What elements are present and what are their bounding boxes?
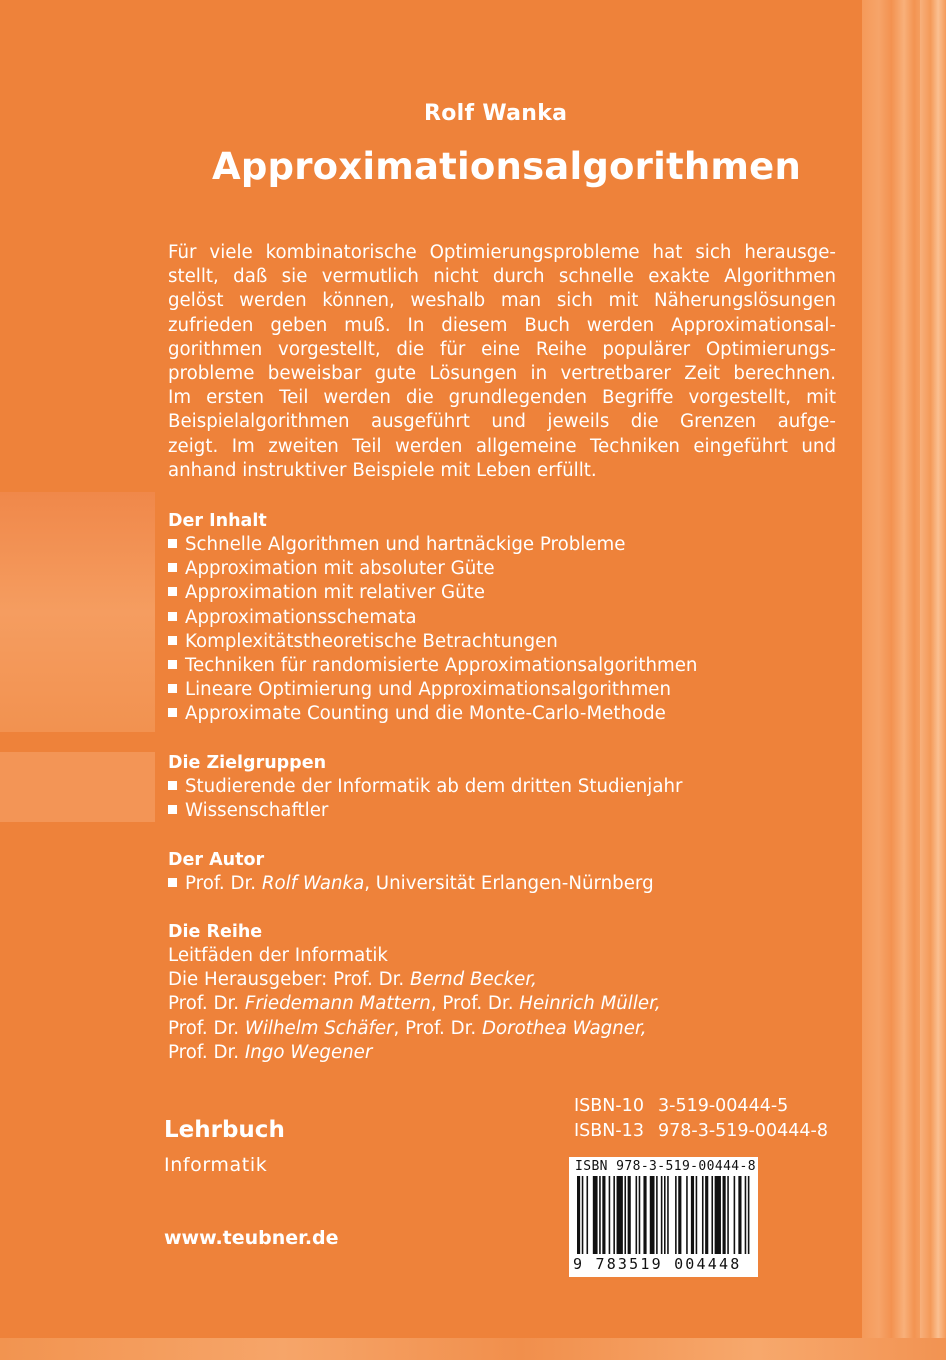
subject-label: Informatik <box>164 1154 268 1176</box>
list-item: Wissenschaftler <box>168 799 848 823</box>
section-reihe <box>168 920 848 1065</box>
isbn10-line: ISBN-10 3-519-00444-5 <box>574 1096 789 1116</box>
editors-line: Prof. Dr. Ingo Wegener <box>168 1041 373 1063</box>
square-bullet-icon <box>168 612 177 621</box>
square-bullet-icon <box>168 878 177 887</box>
barcode-bar <box>715 1176 721 1254</box>
barcode-isbn-text: ISBN 978-3-519-00444-8 <box>575 1159 756 1174</box>
inhalt-list <box>168 533 848 727</box>
section-autor <box>168 848 848 896</box>
decorative-bottom-strip <box>0 1338 946 1360</box>
square-bullet-icon <box>168 563 177 572</box>
book-title: Approximationsalgorithmen <box>212 145 801 188</box>
decorative-band-left-lower <box>0 752 155 822</box>
autor-list <box>168 872 848 896</box>
barcode-bar <box>650 1176 655 1254</box>
decorative-stripe-edge <box>920 0 946 1360</box>
barcode-bar <box>656 1176 658 1254</box>
list-item: Studierende der Informatik ab dem dritten Studienjahr <box>168 775 848 799</box>
square-bullet-icon <box>168 660 177 669</box>
list-item: Approximationsschemata <box>168 606 848 630</box>
square-bullet-icon <box>168 805 177 814</box>
barcode-bar <box>664 1176 666 1254</box>
list-item: Lineare Optimierung und Approximationsalgorithmen <box>168 678 848 702</box>
blurb-line: zeigt. Im zweiten Teil werden allgemeine Techniken eingeführt und <box>168 435 836 457</box>
barcode <box>569 1157 758 1277</box>
editors-line: Die Herausgeber: Prof. Dr. Bernd Becker, <box>168 969 537 991</box>
barcode-bar <box>639 1176 641 1254</box>
blurb-line: gelöst werden können, weshalb man sich mit Näherungslösungen <box>168 290 836 312</box>
decorative-band-left <box>0 492 155 732</box>
barcode-bar <box>586 1176 588 1254</box>
square-bullet-icon <box>168 708 177 717</box>
list-item: Approximation mit relativer Güte <box>168 581 848 605</box>
barcode-bar <box>734 1176 736 1254</box>
zielgruppen-list <box>168 775 848 823</box>
section-heading: Die Reihe <box>168 922 263 942</box>
list-item: Approximation mit absoluter Güte <box>168 557 848 581</box>
barcode-bar <box>686 1176 688 1254</box>
section-zielgruppen <box>168 751 848 823</box>
list-item: Approximate Counting und die Monte-Carlo-Methode <box>168 702 848 726</box>
square-bullet-icon <box>168 684 177 693</box>
isbn13-line: ISBN-13 978-3-519-00444-8 <box>574 1121 829 1141</box>
publisher-url: www.teubner.de <box>164 1227 339 1249</box>
barcode-bar <box>675 1176 677 1254</box>
author-name-italic: Rolf Wanka <box>261 873 365 894</box>
barcode-bar <box>678 1176 681 1254</box>
list-item: Prof. Dr. Rolf Wanka, Universität Erlangen-Nürnberg <box>168 872 848 896</box>
barcode-bar <box>723 1176 726 1254</box>
blurb-line: anhand instruktiver Beispiele mit Leben erfüllt. <box>168 459 597 481</box>
barcode-bar <box>667 1176 669 1254</box>
barcode-bar <box>643 1176 646 1254</box>
category-label: Lehrbuch <box>164 1117 285 1143</box>
barcode-bar <box>748 1176 750 1254</box>
barcode-digits: 9 783519 004448 <box>573 1255 742 1273</box>
barcode-bar <box>593 1176 598 1254</box>
blurb-line: Für viele kombinatorische Optimierungsprobleme hat sich herausge- <box>168 242 836 263</box>
barcode-bar <box>624 1176 626 1254</box>
square-bullet-icon <box>168 781 177 790</box>
series-name: Leitfäden der Informatik <box>168 945 388 966</box>
section-inhalt <box>168 509 848 727</box>
blurb-text <box>168 241 836 483</box>
barcode-bar <box>636 1176 638 1254</box>
barcode-bar <box>577 1176 580 1254</box>
square-bullet-icon <box>168 587 177 596</box>
barcode-bar <box>599 1176 601 1254</box>
editors-line: Prof. Dr. Friedemann Mattern, Prof. Dr. Heinrich Müller, <box>168 993 661 1015</box>
barcode-bar <box>691 1176 694 1254</box>
blurb-line: gorithmen vorgestellt, die für eine Reihe populärer Optimierungs- <box>168 338 836 360</box>
square-bullet-icon <box>168 539 177 548</box>
section-heading: Der Autor <box>168 850 265 870</box>
section-heading: Der Inhalt <box>168 511 267 531</box>
list-item: Schnelle Algorithmen und hartnäckige Probleme <box>168 533 848 557</box>
blurb-line: zufrieden geben muß. In diesem Buch werden Approximationsal- <box>168 314 836 336</box>
barcode-bar <box>702 1176 704 1254</box>
barcode-bar <box>628 1176 631 1254</box>
barcode-bar <box>727 1176 729 1254</box>
barcode-bar <box>696 1176 698 1254</box>
barcode-bar <box>582 1176 584 1254</box>
barcode-bar <box>617 1176 623 1254</box>
blurb-line: Im ersten Teil werden die grundlegenden Begriffe vorgestellt, mit <box>168 387 836 409</box>
blurb-line: stellt, daß sie vermutlich nicht durch schnelle exakte Algorithmen <box>168 266 836 288</box>
blurb-line: probleme beweisbar gute Lösungen in vertretbarer Zeit berechnen. <box>168 363 836 385</box>
barcode-bar <box>705 1176 708 1254</box>
list-item: Komplexitätstheoretische Betrachtungen <box>168 630 848 654</box>
list-item: Techniken für randomisierte Approximationsalgorithmen <box>168 654 848 678</box>
editors-line: Prof. Dr. Wilhelm Schäfer, Prof. Dr. Dorothea Wagner, <box>168 1017 647 1039</box>
barcode-bar <box>609 1176 611 1254</box>
barcode-bar <box>745 1176 747 1254</box>
square-bullet-icon <box>168 636 177 645</box>
barcode-bar <box>613 1176 615 1254</box>
barcode-bar <box>602 1176 605 1254</box>
blurb-line: Beispielalgorithmen ausgeführt und jeweils die Grenzen aufge- <box>168 411 836 433</box>
author-name: Rolf Wanka <box>424 101 568 126</box>
section-heading: Die Zielgruppen <box>168 753 327 773</box>
barcode-bar <box>661 1176 663 1254</box>
barcode-bar <box>711 1176 713 1254</box>
barcode-bar <box>738 1176 741 1254</box>
barcode-bars <box>577 1176 751 1254</box>
